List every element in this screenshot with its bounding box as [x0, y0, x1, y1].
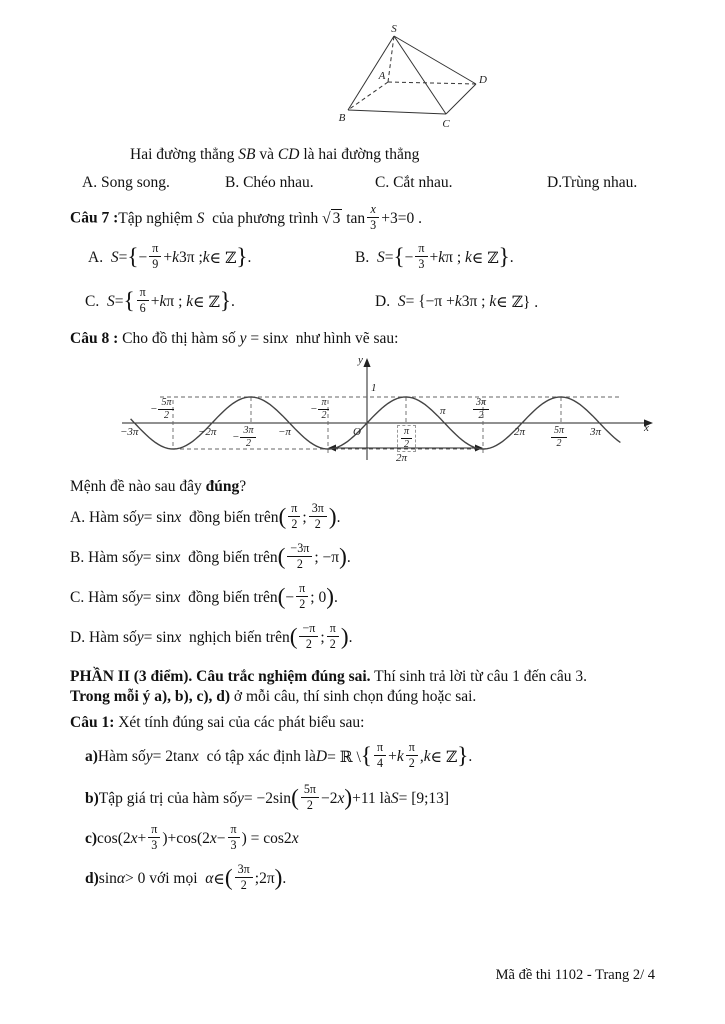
item-d: d) sin α > 0 với mọi α ∈ ( $\frac{3\pi}{2}$ ;2π ) .	[85, 862, 287, 892]
graph-label: y	[358, 354, 363, 366]
option-8b: B. Hàm số y = sin x đồng biến trên ( $\frac{-3\pi}{2}$ ; −π ) .	[70, 541, 351, 571]
item-b: b) Tập giá trị của hàm số y = −2sin ( $\frac{5\pi}{2}$ −2 x ) +11 là S = [9;13]	[85, 782, 450, 812]
question7-stem: Tập nghiệm S của phương trình √ 3 tan $\frac{x}{3}$ +3=0 .	[118, 202, 422, 232]
option-d: D.Trùng nhau.	[547, 174, 638, 191]
graph-label: −3π	[120, 426, 139, 438]
question8-label: Câu 8 :	[70, 330, 119, 347]
question7-options-row-2	[70, 280, 655, 324]
graph-label: − $\frac{\pi}{2}$	[310, 397, 330, 422]
graph-label: π	[440, 405, 446, 417]
question7-options-row-1	[70, 236, 655, 280]
axis-arrowheads	[363, 358, 653, 427]
question7	[70, 204, 655, 236]
sine-graph-svg	[120, 356, 655, 468]
pyramid-figure	[332, 22, 492, 134]
graph-label: 3π	[590, 426, 602, 438]
graph-label: − $\frac{5\pi}{2}$	[150, 397, 175, 422]
option-7a: A. S = { − $\frac{\pi}{9}$ + k 3π ; k ∈ ℤ } .	[88, 241, 252, 271]
graph-label: − $\frac{3\pi}{2}$	[232, 425, 257, 450]
graph-label: $\frac{5\pi}{2}$	[550, 425, 568, 450]
item-c: c) cos(2 x + $\frac{\pi}{3}$ )+cos(2 x − $\frac{\pi}{3}$ ) = cos2 x	[85, 822, 299, 852]
question-stem: Hai đường thẳng SB và CD là hai đường thẳng	[130, 146, 420, 163]
graph-label: $\frac{3\pi}{2}$	[472, 397, 490, 422]
graph-label: $\frac{\pi}{2}$	[397, 425, 416, 452]
option-7b: B. S = { − $\frac{\pi}{3}$ + k π ; k ∈ ℤ } .	[355, 241, 514, 271]
graph-label: 2π	[396, 452, 408, 464]
option-b: B. Chéo nhau.	[225, 174, 314, 191]
graph-label: 1	[371, 382, 377, 394]
option-7d: D. S = {−π + k 3π ; k ∈ ℤ} .	[375, 293, 539, 311]
question1: Câu 1: Xét tính đúng sai của các phát biểu sau:	[70, 714, 365, 731]
vertex-label-b: B	[338, 112, 346, 124]
page-footer: Mã đề thi 1102 - Trang 2/ 4	[495, 967, 655, 983]
question7-label: Câu 7 :	[70, 209, 119, 227]
vertex-label-d: D	[479, 74, 487, 86]
vertex-label-a: A	[378, 70, 386, 82]
graph-label: 2π	[514, 426, 526, 438]
option-c: C. Cắt nhau.	[375, 174, 453, 191]
question8	[70, 330, 655, 348]
question8-stem: Cho đồ thị hàm số y = sinx như hình vẽ sau:	[122, 330, 399, 347]
statement-question: Mệnh đề nào sau đây đúng?	[70, 478, 247, 495]
option-8c: C. Hàm số y = sin x đồng biến trên ( − $\frac{\pi}{2}$ ; 0 ) .	[70, 581, 338, 611]
part2-instructions: Trong mỗi ý a), b), c), d) ở mỗi câu, thí sinh chọn đúng hoặc sai.	[70, 688, 477, 705]
graph-label: O	[353, 426, 361, 438]
page-content	[0, 22, 725, 896]
answer-options-row	[70, 174, 655, 196]
part2-header: PHẦN II (3 điểm). Câu trắc nghiệm đúng sai. Thí sinh trả lời từ câu 1 đến câu 3.	[70, 668, 588, 685]
vertex-label-c: C	[442, 118, 450, 130]
vertex-label-s: S	[391, 23, 397, 35]
option-8a: A. Hàm số y = sin x đồng biến trên ( $\frac{\pi}{2}$ ; $\frac{3\pi}{2}$ ) .	[70, 501, 341, 531]
sine-graph	[120, 356, 655, 468]
graph-label: −π	[278, 426, 291, 438]
pyramid-solid-edges	[348, 36, 476, 114]
option-a: A. Song song.	[82, 174, 170, 191]
option-7c: C. S = { $\frac{\pi}{6}$ + k π ; k ∈ ℤ } .	[85, 285, 235, 315]
graph-label: −2π	[198, 426, 217, 438]
item-a: a) Hàm số y = 2tan x có tập xác định là D = ℝ \ { $\frac{\pi}{4}$ + k $\frac{\pi}{2}$ , k ∈ ℤ } .	[85, 740, 473, 770]
option-8d: D. Hàm số y = sin x nghịch biến trên ( $\frac{-\pi}{2}$ ; $\frac{\pi}{2}$ ) .	[70, 621, 353, 651]
pyramid-svg	[332, 22, 492, 134]
graph-label: x	[644, 422, 649, 434]
